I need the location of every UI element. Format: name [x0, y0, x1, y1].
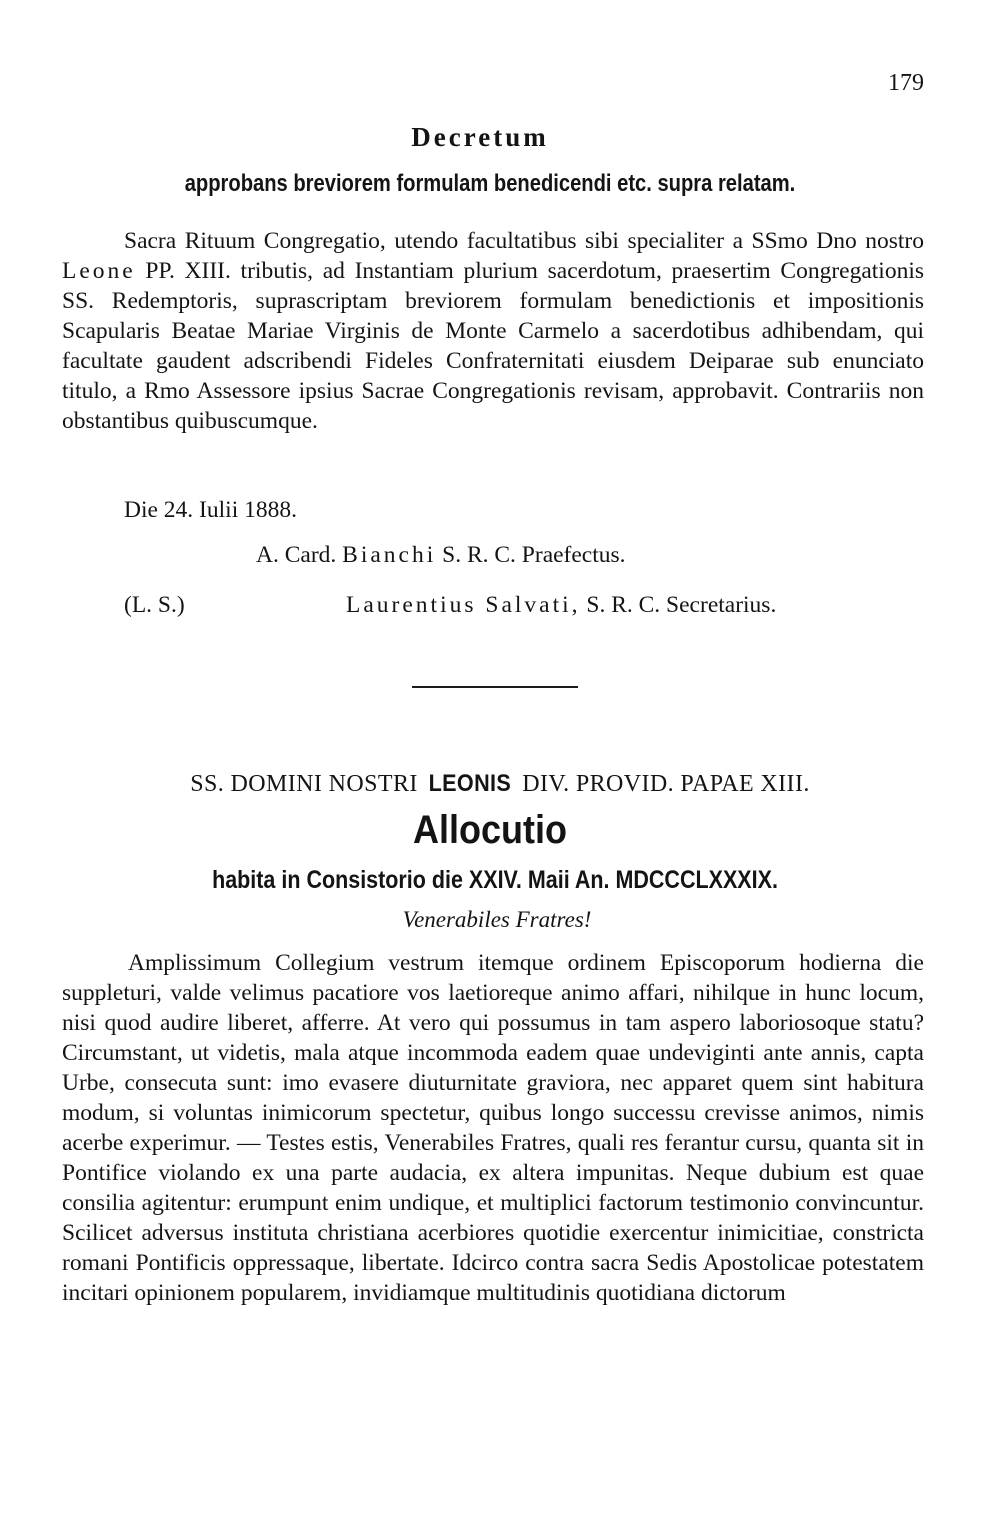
allocutio-title: Allocutio — [413, 808, 567, 852]
allocutio-heading-name: LEONIS — [428, 770, 512, 797]
decretum-subtitle: approbans breviorem formulam benedicendi etc. supra relatam. — [184, 170, 796, 197]
decretum-body — [62, 226, 924, 436]
seal-mark: (L. S.) — [124, 592, 185, 618]
decretum-body-end: PP. XIII. tributis, ad Instantiam plurium sacerdotum, praesertim Congregationis SS. Redemptoris, suprascriptam breviorem formulam benedictionis et impositionis Scapularis Beatae Mariae Virginis de Monte Carmelo a sacerdotibus adhibendam, qui facultate gaudent adscribendi Fideles Confraternitati eiusdem Deiparae sub enunciato titulo, a Rmo Assessore ipsius Sacrae Congregationis revisam, approbavit. Contrariis non obstantibus quibuscumque. — [62, 258, 924, 434]
signature-praefectus-name: Bianchi — [342, 542, 437, 568]
allocutio-heading — [0, 770, 1000, 798]
signature-secretarius — [346, 592, 776, 619]
signature-praefectus — [256, 542, 626, 569]
signature-praefectus-pre: A. Card. — [256, 542, 343, 568]
allocutio-heading-pre: SS. DOMINI NOSTRI — [190, 771, 425, 797]
allocutio-heading-post: DIV. PROVID. PAPAE XIII. — [515, 771, 810, 797]
allocutio-body: Amplissimum Collegium vestrum itemque ordinem Episcoporum hodierna die suppleturi, valde velimus pacatiore vos laetioreque animo affari, nihilque in hunc locum, nisi quod audire liberet, afferre. At vero qui possumus in tam aspero laboriosoque statu? Circumstant, ut videtis, mala atque incommoda eadem quae undeviginti ante annis, capta Urbe, consecuta sunt: imo evasere diuturnitate graviora, nec apparet quem sint habitura modum, si voluntas inimicorum spectetur, quibus longo successu crevisse animos, nimis acerbe experimur. — Testes estis, Venerabiles Fratres, quali res ferantur cursu, quanta sit in Pontifice violando ex una parte audacia, ex altera impunitas. Neque dubium est quae consilia agitentur: erumpunt enim undique, et multiplici factorum testimonio convincuntur. Scilicet adversus instituta christiana acerbiores quotidie exercentur inimicitiae, constricta romani Pontificis oppressaque, libertate. Idcirco contra sacra Sedis Apostolicae potestatem incitari opinionem popularem, invidiamque multitudinis quotidiana dictorum — [62, 950, 924, 1306]
allocutio-subtitle: habita in Consistorio die XXIV. Maii An. MDCCCLXXXIX. — [212, 866, 778, 894]
allocutio-salutation: Venerabiles Fratres! — [402, 907, 592, 932]
decretum-title: Decretum — [411, 122, 549, 152]
page-number: 179 — [888, 70, 924, 96]
signature-praefectus-post: S. R. C. Praefectus. — [436, 542, 626, 568]
signature-secretarius-post: S. R. C. Secretarius. — [580, 592, 777, 618]
decretum-body-start: Sacra Rituum Congregatio, utendo facultatibus sibi specialiter a SSmo Dno nostro — [124, 228, 924, 254]
signature-secretarius-name: Laurentius Salvati, — [346, 592, 581, 618]
section-divider — [412, 686, 578, 688]
decretum-date: Die 24. Iulii 1888. — [124, 497, 297, 523]
decretum-body-name: Leone — [62, 258, 136, 284]
